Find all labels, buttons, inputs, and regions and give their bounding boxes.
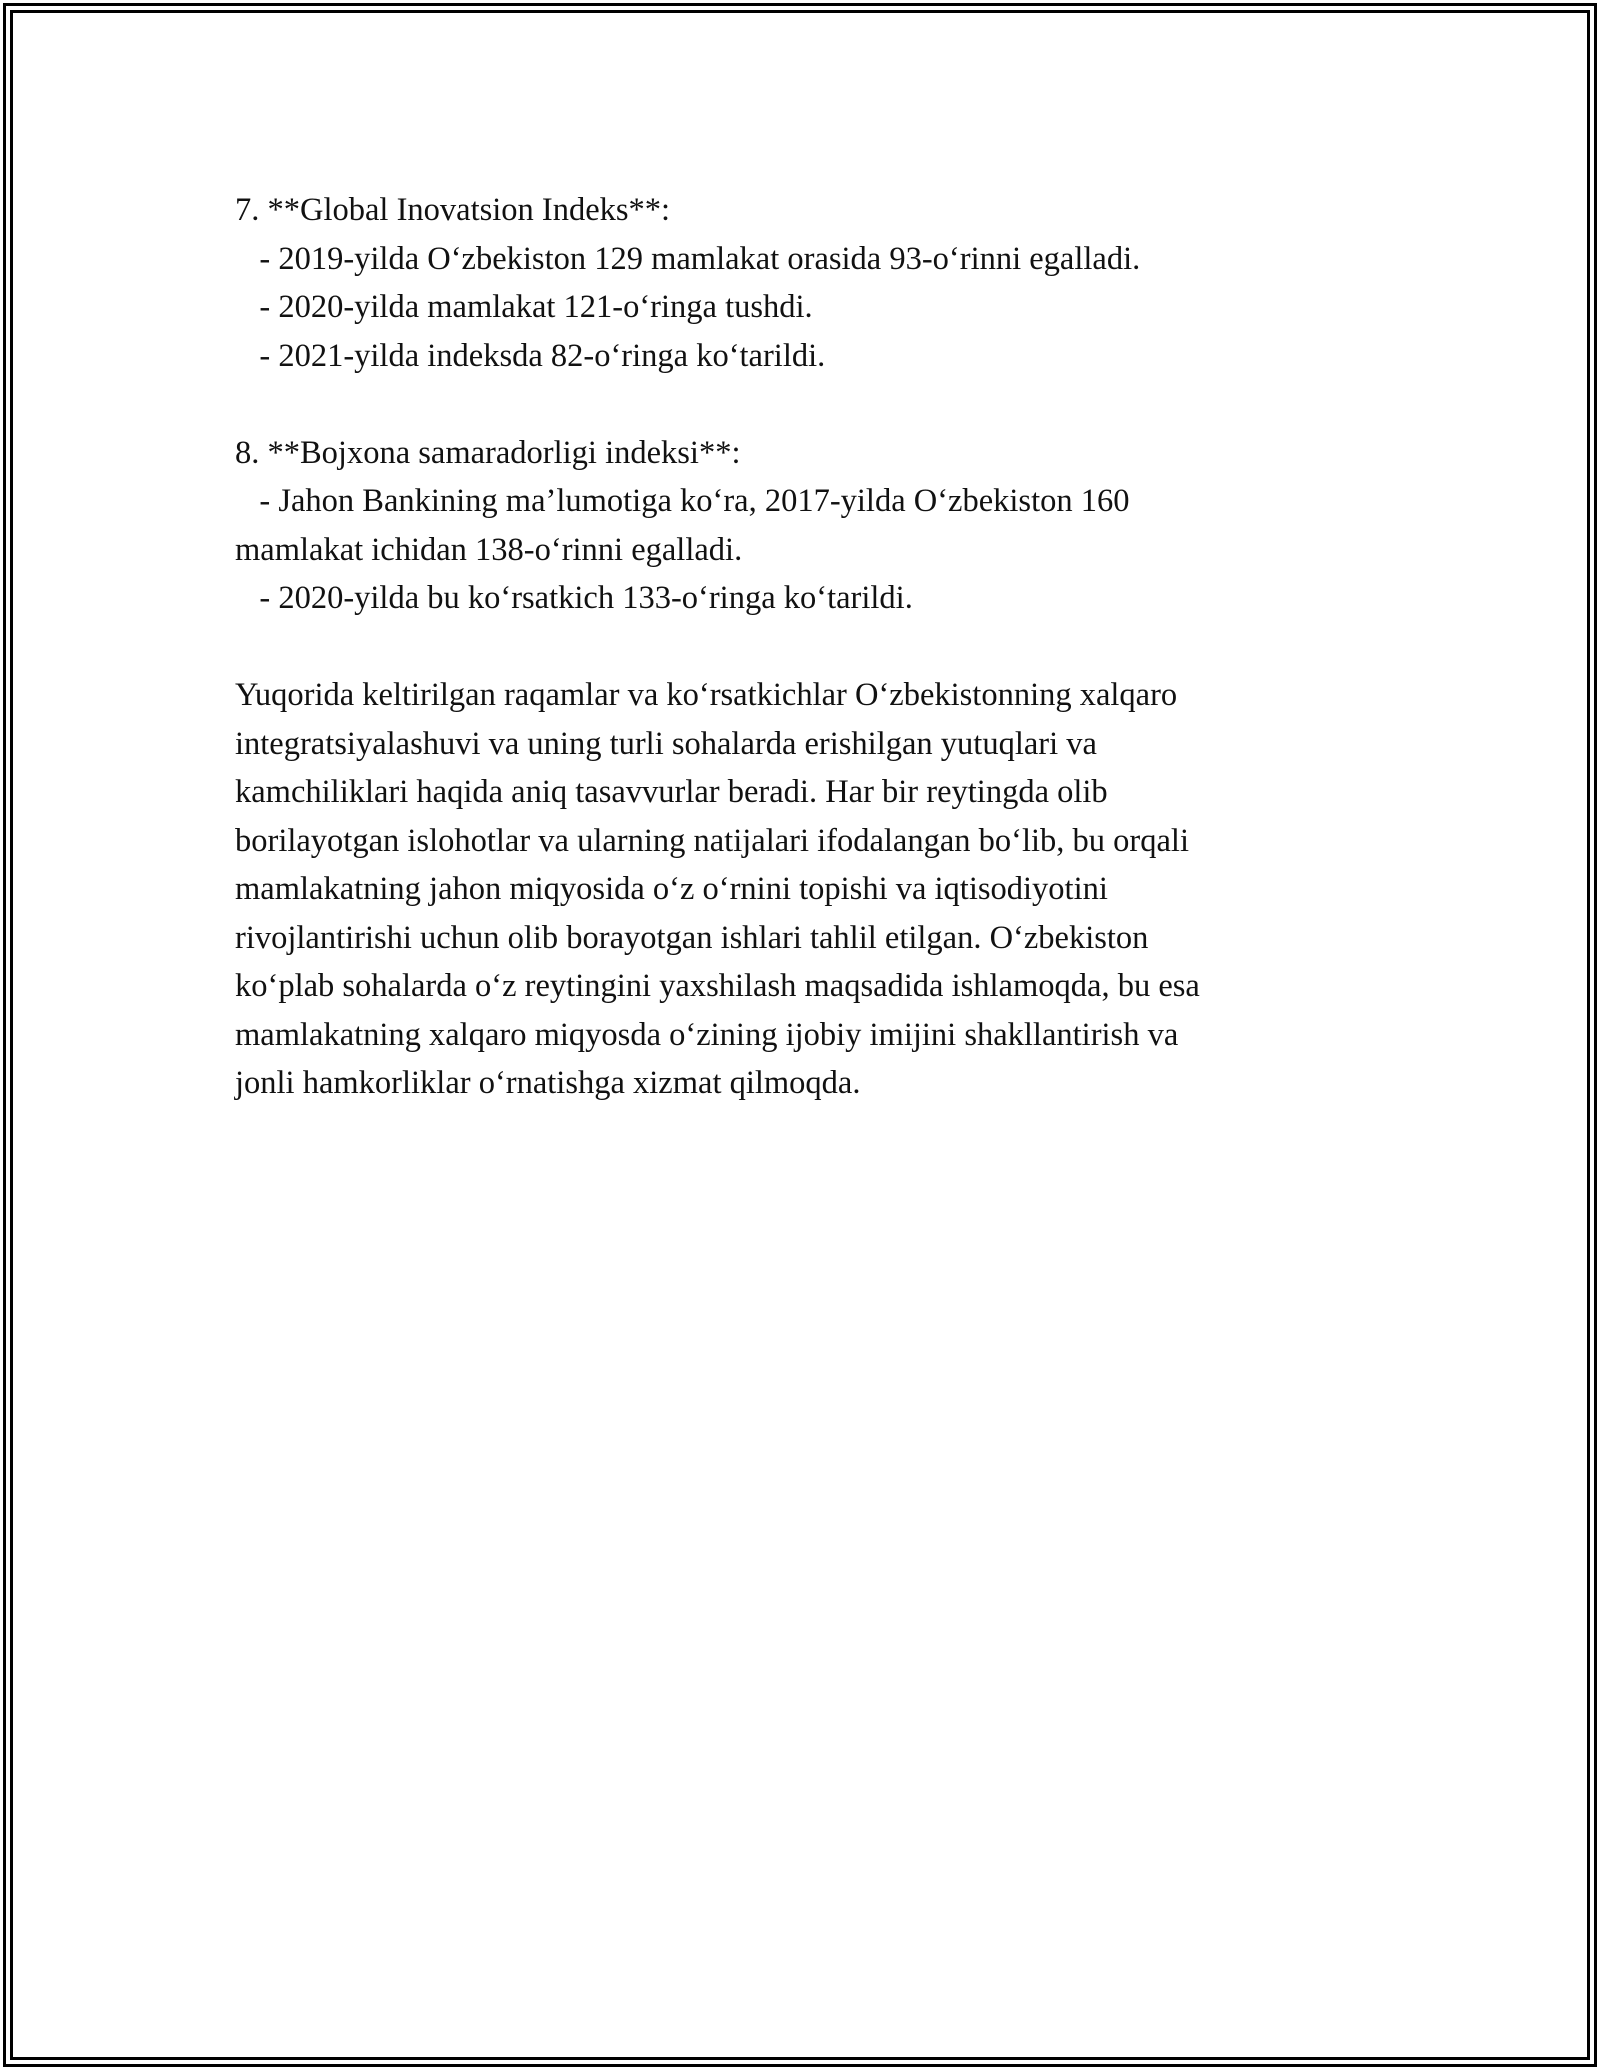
- paragraph-gap: [235, 380, 1355, 429]
- paragraph-line: rivojlantirishi uchun olib borayotgan ishlari tahlil etilgan. O‘zbekiston: [235, 919, 1149, 956]
- list-item-continuation: mamlakat ichidan 138-o‘rinni egalladi.: [235, 531, 743, 568]
- section-global-innovation-index: [235, 186, 1355, 380]
- paragraph-line: kamchiliklari haqida aniq tasavvurlar beradi. Har bir reytingda olib: [235, 774, 1108, 810]
- paragraph-line: jonli hamkorliklar o‘rnatishga xizmat qilmoqda.: [235, 1065, 861, 1101]
- list-item: - 2020-yilda bu ko‘rsatkich 133-o‘ringa ko‘tarildi.: [235, 580, 913, 616]
- list-item: - Jahon Bankining ma’lumotiga ko‘ra, 2017-yilda O‘zbekiston 160: [235, 483, 1130, 519]
- paragraph-line: integratsiyalashuvi va uning turli sohalarda erishilgan yutuqlari va: [235, 725, 1097, 762]
- section-customs-efficiency-index: [235, 429, 1355, 623]
- conclusion-paragraph: [235, 671, 1355, 1108]
- list-item: - 2019-yilda O‘zbekiston 129 mamlakat orasida 93-o‘rinni egalladi.: [235, 240, 1141, 277]
- paragraph-gap: [235, 623, 1355, 672]
- paragraph-line: borilayotgan islohotlar va ularning natijalari ifodalangan bo‘lib, bu orqali: [235, 822, 1189, 859]
- paragraph-line: mamlakatning xalqaro miqyosda o‘zining ijobiy imijini shakllantirish va: [235, 1016, 1179, 1053]
- document-body: [235, 186, 1355, 1108]
- section-heading: 7. **Global Inovatsion Indeks**:: [235, 192, 671, 228]
- paragraph-line: mamlakatning jahon miqyosida o‘z o‘rnini topishi va iqtisodiyotini: [235, 871, 1108, 907]
- paragraph-line: ko‘plab sohalarda o‘z reytingini yaxshilash maqsadida ishlamoqda, bu esa: [235, 968, 1200, 1004]
- paragraph-line: Yuqorida keltirilgan raqamlar va ko‘rsatkichlar O‘zbekistonning xalqaro: [235, 677, 1178, 713]
- list-item: - 2020-yilda mamlakat 121-o‘ringa tushdi.: [235, 289, 813, 325]
- list-item: - 2021-yilda indeksda 82-o‘ringa ko‘tarildi.: [235, 337, 826, 374]
- section-heading: 8. **Bojxona samaradorligi indeksi**:: [235, 434, 741, 471]
